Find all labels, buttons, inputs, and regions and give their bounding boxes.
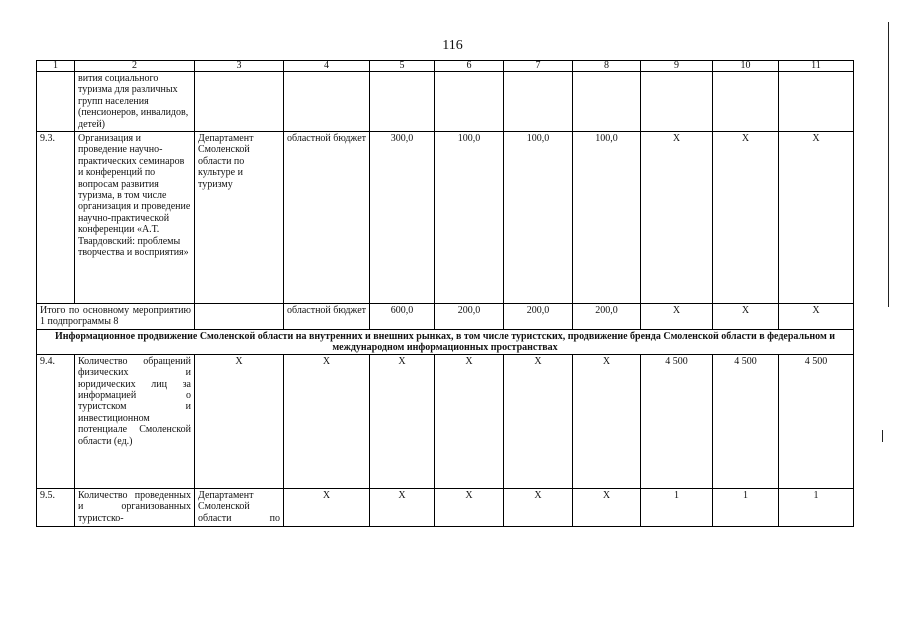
cell-col-5: 300,0 <box>370 132 435 304</box>
table-row-total <box>37 304 854 330</box>
cell-col-6: 100,0 <box>435 132 504 304</box>
cell-total-label: Итого по основному мероприятию 1 подпрограммы 8 <box>37 304 195 330</box>
cell-col-5: X <box>370 488 435 526</box>
table-row-continued <box>37 72 854 132</box>
col-header-11: 11 <box>779 61 854 72</box>
cell-col-11: 1 <box>779 488 854 526</box>
cell-col-8: 200,0 <box>573 304 641 330</box>
col-header-10: 10 <box>713 61 779 72</box>
col-header-6: 6 <box>435 61 504 72</box>
cell-source: X <box>284 488 370 526</box>
section-title: Информационное продвижение Смоленской области на внутренних и внешних рынках, в том числе туристских, продвижение бренда Смоленской области в федеральном и международном информационных пространствах <box>37 329 854 354</box>
cell-num: 9.3. <box>37 132 75 304</box>
table-row-9-3 <box>37 132 854 304</box>
col-header-8: 8 <box>573 61 641 72</box>
cell-source: областной бюджет <box>284 132 370 304</box>
cell-name: Количество проведенных и организованных туристско- <box>75 488 195 526</box>
cell-col-9: X <box>641 132 713 304</box>
cell-num: 9.5. <box>37 488 75 526</box>
col-header-3: 3 <box>195 61 284 72</box>
cell-col-11: X <box>779 132 854 304</box>
cell-col-7: 100,0 <box>504 132 573 304</box>
section-heading-row <box>37 329 854 354</box>
cell-col-9: 1 <box>641 488 713 526</box>
cell-col-6: X <box>435 488 504 526</box>
col-header-9: 9 <box>641 61 713 72</box>
table-row-9-5 <box>37 488 854 526</box>
cell-col-8: X <box>573 354 641 488</box>
column-number-row <box>37 61 854 72</box>
cell-num: 9.4. <box>37 354 75 488</box>
col-header-1: 1 <box>37 61 75 72</box>
cell-col-5: 600,0 <box>370 304 435 330</box>
scan-edge-mark <box>882 430 883 442</box>
cell-col-7: X <box>504 354 573 488</box>
cell-col-6: 200,0 <box>435 304 504 330</box>
cell-executor: Департамент Смоленской области по культуре и туризму <box>195 132 284 304</box>
page-number: 116 <box>442 38 463 53</box>
cell-name: вития социального туризма для различных групп населения (пенсионеров, инвалидов, детей) <box>75 72 195 132</box>
cell-source: X <box>284 354 370 488</box>
cell-executor: X <box>195 354 284 488</box>
col-header-4: 4 <box>284 61 370 72</box>
cell-name: Количество обращений физических и юридических лиц за информацией о туристском и инвестиционном потенциале Смоленской области (ед.) <box>75 354 195 488</box>
cell-col-5: X <box>370 354 435 488</box>
cell-col-9: X <box>641 304 713 330</box>
cell-col-8: 100,0 <box>573 132 641 304</box>
cell-col-10: 4 500 <box>713 354 779 488</box>
cell-col-11: X <box>779 304 854 330</box>
table-row-9-4 <box>37 354 854 488</box>
col-header-2: 2 <box>75 61 195 72</box>
cell-col-6: X <box>435 354 504 488</box>
cell-executor <box>195 304 284 330</box>
cell-source: областной бюджет <box>284 304 370 330</box>
cell-col-11: 4 500 <box>779 354 854 488</box>
cell-col-10: X <box>713 132 779 304</box>
cell-col-7: X <box>504 488 573 526</box>
cell-num <box>37 72 75 132</box>
col-header-7: 7 <box>504 61 573 72</box>
cell-name: Организация и проведение научно-практических семинаров и конференций по вопросам развития туризма, в том числе организация и проведение научно-практической конференции «А.Т. Твардовский: проблемы творчества и восприятия» <box>75 132 195 304</box>
col-header-5: 5 <box>370 61 435 72</box>
cell-col-10: X <box>713 304 779 330</box>
scan-edge-line <box>888 22 889 307</box>
cell-col-8: X <box>573 488 641 526</box>
cell-col-10: 1 <box>713 488 779 526</box>
cell-executor: Департамент Смоленской области по <box>195 488 284 526</box>
cell-col-9: 4 500 <box>641 354 713 488</box>
program-table <box>36 60 854 527</box>
cell-col-7: 200,0 <box>504 304 573 330</box>
